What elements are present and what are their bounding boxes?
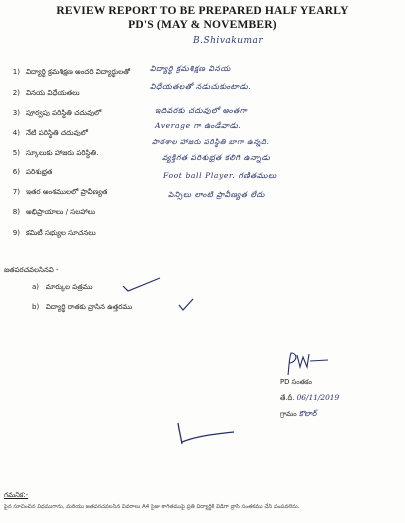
answer-line-1: విద్యార్థి క్రమశిక్షణ వినయ bbox=[150, 64, 231, 73]
answer-line-2: విధేయతలతో నడుచుకుంటాడు. bbox=[150, 82, 252, 91]
question-9: 9) కమిటీ సభ్యుల సూచనలు bbox=[12, 228, 96, 237]
question-8: 8) అభిప్రాయాలు / సలహాలు bbox=[12, 207, 96, 216]
student-name: B.Shivakumar bbox=[193, 36, 264, 46]
notes-heading: గమనిక:- bbox=[4, 491, 29, 499]
question-5: 5) స్కూలుకు హాజరు పరిస్థితి. bbox=[12, 148, 99, 157]
check-mark-b-icon bbox=[178, 298, 194, 312]
check-mark-a-icon bbox=[122, 277, 162, 293]
date-line: తే.దీ. 06/11/2019 bbox=[280, 393, 340, 402]
answer-line-5: పాఠశాల హాజరు పరిస్థితి బాగా ఉన్నది. bbox=[152, 137, 270, 146]
notes-text: పైన సూచించిన విధముగాను, మరియు జతపరచవలసిన వివరాలు A4 సైజు కాగితముపై ప్రతి విద్యార్థికి విడిగా వ్రాసి సంతకము చేసి పంపవలెను. bbox=[4, 504, 300, 510]
question-6: 6) పరిశుభ్రత bbox=[12, 167, 53, 176]
date-value: 06/11/2019 bbox=[296, 393, 340, 402]
report-title: REVIEW REPORT TO BE PREPARED HALF YEARLY bbox=[56, 5, 349, 17]
village-value: కొలార్ bbox=[298, 409, 317, 418]
answer-line-3: ఇదివరకు చదువులో అంతగా bbox=[155, 106, 248, 115]
attachments-heading: జతపరచవలసినవి - bbox=[4, 266, 59, 274]
question-3: 3) పూర్వపు పరిస్థితి చదువులో bbox=[12, 108, 102, 117]
committee-signature-icon bbox=[176, 420, 236, 446]
attachment-a: a) మార్కుల పత్రము bbox=[32, 283, 93, 291]
pd-signature-label: PD సంతకం bbox=[280, 378, 312, 386]
answer-line-8: పెన్సిలు లాంటి ప్రావీణ్యత లేదు bbox=[168, 190, 266, 199]
question-4: 4) నేటి పరిస్థితి చదువులో bbox=[12, 128, 88, 137]
question-1: 1) విద్యార్థి క్రమశిక్షణ అందరి విద్యార్థులతో bbox=[12, 67, 131, 76]
village-line: గ్రామం కొలార్ bbox=[280, 409, 317, 418]
question-2: 2) వినయ విధేయతలు bbox=[12, 88, 80, 97]
answer-line-7: Foot ball Player. గణితములు bbox=[163, 171, 277, 180]
report-subtitle: PD'S (MAY & NOVEMBER) bbox=[128, 19, 277, 31]
pd-signature-icon bbox=[282, 351, 330, 377]
question-7: 7) ఇతర అంశములలో ప్రావీణ్యత bbox=[12, 187, 108, 196]
answer-line-6: వ్యక్తిగత పరిశుభ్రత కలిగి ఉన్నాడు bbox=[162, 153, 271, 162]
answer-line-4: Average గా ఉండేవాడు. bbox=[155, 121, 242, 130]
attachment-b: b) విద్యార్థి రాతకు వ్రాసిన ఉత్తరము bbox=[32, 303, 133, 311]
